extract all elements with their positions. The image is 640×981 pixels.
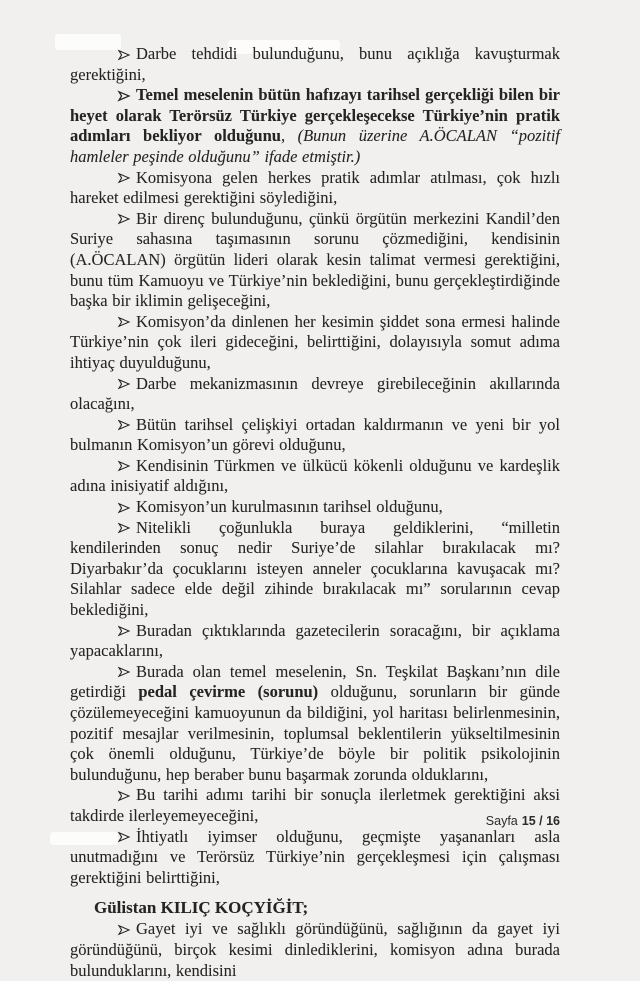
arrow-bullet-icon: [94, 415, 130, 436]
heading-text: Gülistan KILIÇ KOÇYİĞİT;: [94, 898, 309, 918]
arrow-bullet-icon: [94, 621, 130, 642]
arrow-bullet-icon: [94, 827, 130, 848]
arrow-bullet-icon: [94, 209, 130, 230]
bullet-paragraph: [70, 374, 560, 415]
paragraph-text: Komisyona gelen herkes pratik adımlar atılması, çok hızlı hareket edilmesi gerektiğini söylediğini,: [70, 167, 560, 208]
paragraph-text: Komisyon’un kurulmasının tarihsel olduğunu,: [136, 497, 443, 517]
bullet-paragraph: [70, 827, 560, 889]
arrow-bullet-icon: [94, 44, 130, 65]
paragraph-text: Komisyon’da dinlenen her kesimin şiddet sona ermesi halinde Türkiye’nin çok ileri gideceğini, belirttiğini, dolayısıyla somut adıma ihtiyaç duyulduğunu,: [70, 311, 560, 372]
footer-label: Sayfa: [485, 814, 518, 828]
paragraph-text: Nitelikli çoğunlukla buraya geldiklerini, “milletin kendilerinden sonuç nedir Suriye’de silahlar bırakılacak mı? Diyarbakır’da çocuklarını isteyen anneler çocuklarına kavuşacak mı? Silahlar sadece elde değil zihinde bırakılacak mı” sorularının cevap beklediğini,: [70, 517, 560, 620]
arrow-bullet-icon: [94, 312, 130, 333]
bullet-paragraph: [70, 621, 560, 662]
page-footer: [486, 814, 560, 828]
arrow-bullet-icon: [94, 456, 130, 477]
arrow-bullet-icon: [94, 374, 130, 395]
bullet-paragraph: [70, 85, 560, 167]
arrow-bullet-icon: [94, 662, 130, 683]
bullet-paragraph: [70, 518, 560, 621]
bullet-paragraph: [70, 919, 560, 981]
paragraph-text: Temel meselenin bütün hafızayı tarihsel gerçekliği bilen bir heyet olarak Terörsüz Türkiye gerçekleşecekse Türkiye’nin pratik adımları bekliyor olduğunu: [70, 85, 560, 146]
paragraph-text: Bütün tarihsel çelişkiyi ortadan kaldırmanın ve yeni bir yol bulmanın Komisyon’un görevi olduğunu,: [70, 414, 560, 455]
bullet-paragraph: [70, 312, 560, 374]
bullet-paragraph: [70, 456, 560, 497]
footer-page-number: 15 / 16: [521, 814, 560, 828]
paragraph-text: (Bunun üzerine A.ÖCALAN “pozitif hamleler peşinde olduğunu” ifade etmiştir.): [70, 126, 560, 166]
paragraph-text: ,: [280, 126, 298, 146]
arrow-bullet-icon: [94, 497, 130, 518]
speaker-name-heading: [70, 897, 560, 918]
paragraph-text: Kendisinin Türkmen ve ülkücü kökenli olduğunu ve kardeşlik adına inisiyatif aldığını,: [70, 455, 560, 496]
document-body: [70, 44, 560, 981]
bullet-paragraph: [70, 44, 560, 85]
paragraph-text: Burada olan temel meselenin, Sn. Teşkilat Başkanı’nın dile getirdiği: [70, 661, 560, 702]
paragraph-text: Darbe tehdidi bulunduğunu, bunu açıklığa kavuşturmak gerektiğini,: [70, 44, 560, 84]
bullet-paragraph: [70, 168, 560, 209]
paragraph-text: Darbe mekanizmasının devreye girebileceğinin akıllarında olacağını,: [70, 373, 560, 414]
arrow-bullet-icon: [94, 919, 130, 940]
paragraph-text: olduğunu, sorunların bir günde çözülemeyeceğini kamuoyunun da bildiğini, yol haritası belirlenmesinin, pozitif mesajlar verilmesinin, toplumsal beklentilerin yükseltilmesinin çok önemli olduğunu, Türkiye’de böyle bir politik psikolojinin bulunduğunu, hep beraber bunu başarmak zorunda olduklarını,: [70, 682, 560, 784]
bullet-paragraph: [70, 497, 560, 518]
arrow-bullet-icon: [94, 85, 130, 106]
arrow-bullet-icon: [94, 518, 130, 539]
paragraph-text: pedal çevirme (sorunu): [138, 682, 319, 702]
paragraph-text: Bir direnç bulunduğunu, çünkü örgütün merkezini Kandil’den Suriye sahasına taşımasının sorunu çözmediğini, kendisinin (A.ÖCALAN) örgütün lideri olarak kesin talimat vermesi gerektiğini, bunu tüm Kamuoyu ve Türkiye’nin beklediğini, bunu gerçekleştirdiğinde başka bir iklimin gelişeceğini,: [70, 208, 560, 311]
bullet-paragraph: [70, 209, 560, 312]
bullet-paragraph: [70, 415, 560, 456]
bullet-paragraph: [70, 662, 560, 786]
paragraph-text: Gayet iyi ve sağlıklı göründüğünü, sağlığının da gayet iyi göründüğünü, birçok kesimi dinlediklerini, komisyon adına burada bulunduklarını, kendisini: [70, 919, 560, 980]
paragraph-text: Buradan çıktıklarında gazetecilerin soracağını, bir açıklama yapacaklarını,: [70, 620, 560, 661]
arrow-bullet-icon: [94, 168, 130, 189]
paragraph-text: İhtiyatlı iyimser olduğunu, geçmişte yaşananları asla unutmadığını ve Terörsüz Türkiye’nin gerçekleşmesi için çalışması gerektiğini belirttiğini,: [70, 826, 560, 887]
arrow-bullet-icon: [94, 785, 130, 806]
paragraph-text: Bu tarihi adımı tarihi bir sonuçla ilerletmek gerektiğini aksi takdirde ilerleyemeyeceğini,: [70, 785, 560, 825]
